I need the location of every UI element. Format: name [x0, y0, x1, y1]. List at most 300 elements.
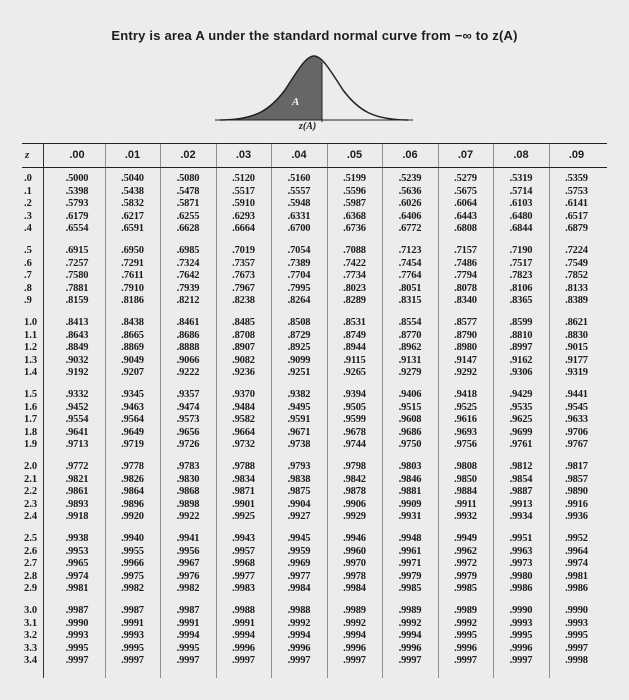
- table-row: [22, 402, 607, 413]
- probability-cell: .6772: [398, 223, 422, 235]
- probability-cell: .9994: [176, 630, 200, 642]
- probability-cell: .9977: [287, 570, 311, 582]
- probability-cell: .8264: [287, 295, 311, 307]
- probability-cell: .9965: [65, 558, 89, 570]
- probability-cell: .9778: [121, 461, 144, 472]
- probability-cell: .8980: [454, 342, 477, 354]
- z-column-header: z: [25, 149, 30, 161]
- probability-cell: .8997: [509, 342, 533, 354]
- shaded-area-region: [220, 56, 322, 120]
- probability-cell: .9997: [65, 655, 89, 667]
- table-row: [22, 186, 607, 197]
- probability-cell: .9616: [454, 414, 477, 426]
- probability-cell: .9941: [176, 533, 200, 544]
- probability-cell: .9993: [565, 617, 588, 629]
- probability-cell: .9987: [121, 605, 144, 616]
- probability-cell: .9854: [509, 473, 533, 485]
- probability-cell: .9671: [287, 426, 311, 438]
- probability-cell: .9664: [232, 426, 255, 438]
- probability-cell: .9382: [287, 389, 311, 400]
- z-value-cell: 1.9: [24, 439, 38, 451]
- probability-cell: .6026: [398, 198, 422, 210]
- probability-cell: .9842: [343, 473, 366, 485]
- probability-cell: .6179: [65, 210, 89, 222]
- probability-cell: .9706: [565, 426, 588, 438]
- probability-cell: .9896: [121, 498, 144, 510]
- probability-cell: .8907: [232, 342, 255, 354]
- probability-cell: .7291: [121, 257, 144, 269]
- probability-cell: .9985: [398, 583, 422, 595]
- probability-cell: .6879: [565, 223, 588, 235]
- probability-cell: .9884: [454, 486, 477, 498]
- probability-cell: .9986: [509, 583, 533, 595]
- probability-cell: .9920: [121, 511, 144, 523]
- probability-cell: .9909: [398, 498, 422, 510]
- probability-cell: .9049: [121, 354, 144, 366]
- z-value-cell: .7: [24, 270, 32, 282]
- probability-cell: .7995: [287, 282, 311, 294]
- probability-cell: .9973: [509, 558, 533, 570]
- probability-cell: .5753: [565, 185, 588, 197]
- probability-cell: .9732: [232, 439, 255, 451]
- probability-cell: .9599: [343, 414, 366, 426]
- column-header: .06: [402, 149, 418, 161]
- probability-cell: .5596: [343, 185, 366, 197]
- probability-cell: .9850: [454, 473, 477, 485]
- probability-cell: .9994: [343, 630, 366, 642]
- probability-cell: .9960: [343, 545, 366, 557]
- probability-cell: .9846: [398, 473, 422, 485]
- probability-cell: .5478: [176, 185, 200, 197]
- probability-cell: .9463: [121, 401, 144, 413]
- probability-cell: .9934: [509, 511, 533, 523]
- probability-cell: .9222: [176, 367, 200, 379]
- z-value-cell: .3: [24, 210, 32, 222]
- probability-cell: .9641: [65, 426, 89, 438]
- probability-cell: .7157: [454, 245, 477, 256]
- probability-cell: .9484: [232, 401, 255, 413]
- probability-cell: .6293: [232, 210, 255, 222]
- page-title: Entry is area A under the standard normal curve from −∞ to z(A): [111, 28, 518, 43]
- probability-cell: .9987: [65, 605, 89, 616]
- probability-cell: .9319: [565, 367, 588, 379]
- probability-cell: .9678: [343, 426, 366, 438]
- probability-cell: .9997: [454, 655, 477, 667]
- z-value-cell: .5: [24, 245, 32, 256]
- table-row: [22, 389, 607, 400]
- probability-cell: .5793: [65, 198, 89, 210]
- z-value-cell: .9: [24, 295, 32, 307]
- probability-cell: .9996: [398, 642, 422, 654]
- probability-cell: .6700: [287, 223, 311, 235]
- column-header: .02: [180, 149, 196, 161]
- probability-cell: .9131: [398, 354, 422, 366]
- z-value-cell: 2.4: [24, 511, 38, 523]
- probability-cell: .9970: [343, 558, 366, 570]
- probability-cell: .8888: [176, 342, 200, 354]
- probability-cell: .9959: [287, 545, 311, 557]
- probability-cell: .7910: [121, 282, 144, 294]
- probability-cell: .8665: [121, 329, 144, 341]
- table-row: [22, 245, 607, 256]
- probability-cell: .8133: [565, 282, 588, 294]
- probability-cell: .5160: [287, 173, 311, 184]
- probability-cell: .7517: [509, 257, 533, 269]
- probability-cell: .7939: [176, 282, 200, 294]
- probability-cell: .9997: [343, 655, 366, 667]
- probability-cell: .9994: [232, 630, 255, 642]
- z-value-cell: .8: [24, 282, 32, 294]
- probability-cell: .9991: [121, 617, 144, 629]
- probability-cell: .9495: [287, 401, 311, 413]
- probability-cell: .9989: [454, 605, 477, 616]
- z-value-cell: 1.6: [24, 401, 38, 413]
- probability-cell: .9986: [565, 583, 588, 595]
- probability-cell: .9099: [287, 354, 311, 366]
- probability-cell: .7224: [565, 245, 588, 256]
- column-header: .09: [568, 149, 585, 161]
- probability-cell: .9162: [509, 354, 533, 366]
- table-header-rule: [22, 167, 607, 168]
- probability-cell: .9608: [398, 414, 422, 426]
- table-row: [22, 499, 607, 510]
- probability-cell: .9984: [287, 583, 311, 595]
- probability-cell: .9989: [398, 605, 422, 616]
- probability-cell: .6554: [65, 223, 89, 235]
- probability-cell: .9961: [398, 545, 422, 557]
- probability-cell: .6664: [232, 223, 255, 235]
- probability-cell: .9015: [565, 342, 588, 354]
- probability-cell: .9032: [65, 354, 89, 366]
- z-value-cell: .6: [24, 257, 32, 269]
- probability-cell: .9817: [565, 461, 588, 472]
- probability-cell: .9953: [65, 545, 89, 557]
- probability-cell: .5948: [287, 198, 311, 210]
- probability-cell: .6141: [565, 198, 588, 210]
- probability-cell: .6217: [121, 210, 144, 222]
- probability-cell: .6331: [287, 210, 311, 222]
- table-row: [22, 511, 607, 522]
- table-row: [22, 583, 607, 594]
- probability-cell: .9881: [398, 486, 422, 498]
- probability-cell: .9812: [509, 461, 533, 472]
- probability-cell: .9887: [509, 486, 533, 498]
- probability-cell: .7823: [509, 270, 533, 282]
- probability-cell: .9686: [398, 426, 422, 438]
- table-row: [22, 270, 607, 281]
- probability-cell: .9656: [176, 426, 200, 438]
- probability-cell: .9357: [176, 389, 200, 400]
- probability-cell: .9901: [232, 498, 255, 510]
- probability-cell: .9992: [343, 617, 366, 629]
- probability-cell: .9898: [176, 498, 200, 510]
- probability-cell: .9990: [509, 605, 533, 616]
- z-value-cell: 2.7: [24, 558, 38, 570]
- table-row: [22, 546, 607, 557]
- probability-cell: .7123: [398, 245, 422, 256]
- probability-cell: .9977: [232, 570, 255, 582]
- probability-cell: .7881: [65, 282, 89, 294]
- probability-cell: .8686: [176, 329, 200, 341]
- probability-cell: .9976: [176, 570, 200, 582]
- table-row: [22, 605, 607, 616]
- probability-cell: .9997: [176, 655, 200, 667]
- probability-cell: .9875: [287, 486, 311, 498]
- probability-cell: .9995: [454, 630, 477, 642]
- probability-cell: .8212: [176, 295, 200, 307]
- probability-cell: .9974: [565, 558, 588, 570]
- probability-cell: .9943: [232, 533, 255, 544]
- probability-cell: .5040: [121, 173, 144, 184]
- z-value-cell: 2.1: [24, 473, 38, 485]
- probability-cell: .6591: [121, 223, 144, 235]
- probability-cell: .5279: [454, 173, 477, 184]
- probability-cell: .5636: [398, 185, 422, 197]
- z-value-cell: 3.2: [24, 630, 38, 642]
- probability-cell: .9890: [565, 486, 588, 498]
- probability-cell: .8708: [232, 329, 255, 341]
- z-table: [22, 143, 607, 678]
- probability-cell: .6844: [509, 223, 533, 235]
- probability-cell: .9750: [398, 439, 422, 451]
- probability-cell: .9756: [454, 439, 477, 451]
- table-row: [22, 211, 607, 222]
- probability-cell: .5239: [398, 173, 422, 184]
- probability-cell: .9962: [454, 545, 477, 557]
- probability-cell: .9306: [509, 367, 533, 379]
- z-value-cell: 3.4: [24, 655, 38, 667]
- table-row: [22, 558, 607, 569]
- table-row: [22, 486, 607, 497]
- probability-cell: .9979: [454, 570, 477, 582]
- probability-cell: .7704: [287, 270, 311, 282]
- probability-cell: .5675: [454, 185, 477, 197]
- probability-cell: .9803: [398, 461, 422, 472]
- probability-cell: .7852: [565, 270, 588, 282]
- z-value-cell: 1.8: [24, 426, 38, 438]
- probability-cell: .9995: [176, 642, 200, 654]
- probability-cell: .9808: [454, 461, 477, 472]
- table-row: [22, 643, 607, 654]
- probability-cell: .9931: [398, 511, 422, 523]
- probability-cell: .9984: [343, 583, 366, 595]
- probability-cell: .9996: [454, 642, 477, 654]
- probability-cell: .9927: [287, 511, 311, 523]
- probability-cell: .9345: [121, 389, 144, 400]
- probability-cell: .9871: [232, 486, 255, 498]
- probability-cell: .9783: [176, 461, 200, 472]
- probability-cell: .9744: [343, 439, 366, 451]
- probability-cell: .6368: [343, 210, 366, 222]
- table-row: [22, 198, 607, 209]
- probability-cell: .9990: [65, 617, 89, 629]
- probability-cell: .8554: [398, 317, 422, 328]
- probability-cell: .8389: [565, 295, 588, 307]
- table-row: [22, 414, 607, 425]
- probability-cell: .9830: [176, 473, 200, 485]
- probability-cell: .9535: [509, 401, 533, 413]
- probability-cell: .9963: [509, 545, 533, 557]
- probability-cell: .5199: [343, 173, 366, 184]
- probability-cell: .6736: [343, 223, 366, 235]
- probability-cell: .9964: [565, 545, 588, 557]
- column-header: .00: [69, 149, 85, 161]
- probability-cell: .9573: [176, 414, 200, 426]
- column-header: .07: [457, 149, 474, 161]
- z-value-cell: 1.3: [24, 354, 38, 366]
- probability-cell: .7580: [65, 270, 89, 282]
- probability-cell: .9788: [232, 461, 255, 472]
- probability-cell: .6985: [176, 245, 200, 256]
- probability-cell: .9938: [65, 533, 89, 544]
- probability-cell: .9515: [398, 401, 422, 413]
- probability-cell: .6480: [509, 210, 533, 222]
- probability-cell: .7486: [454, 257, 477, 269]
- probability-cell: .7794: [454, 270, 477, 282]
- probability-cell: .8944: [343, 342, 366, 354]
- probability-cell: .9932: [454, 511, 477, 523]
- z-value-cell: 2.3: [24, 498, 38, 510]
- probability-cell: .9995: [565, 630, 588, 642]
- z-value-cell: 3.1: [24, 617, 38, 629]
- table-row: [22, 283, 607, 294]
- probability-cell: .9911: [454, 498, 477, 510]
- probability-cell: .9936: [565, 511, 588, 523]
- probability-cell: .9975: [121, 570, 144, 582]
- probability-cell: .8962: [398, 342, 422, 354]
- z-value-cell: 1.7: [24, 414, 38, 426]
- column-header: .03: [235, 149, 252, 161]
- probability-cell: .9474: [176, 401, 200, 413]
- probability-cell: .9993: [509, 617, 533, 629]
- probability-cell: .7422: [343, 257, 366, 269]
- probability-cell: .9946: [343, 533, 366, 544]
- probability-cell: .9992: [287, 617, 311, 629]
- probability-cell: .9429: [509, 389, 533, 400]
- probability-cell: .9981: [65, 583, 89, 595]
- probability-cell: .9868: [176, 486, 200, 498]
- probability-cell: .7054: [287, 245, 311, 256]
- probability-cell: .7389: [287, 257, 311, 269]
- probability-cell: .9982: [121, 583, 144, 595]
- probability-cell: .8289: [343, 295, 366, 307]
- probability-cell: .9418: [454, 389, 477, 400]
- table-row: [22, 173, 607, 184]
- probability-cell: .9955: [121, 545, 144, 557]
- probability-cell: .9991: [176, 617, 200, 629]
- probability-cell: .9292: [454, 367, 477, 379]
- probability-cell: .8051: [398, 282, 422, 294]
- table-row: [22, 317, 607, 328]
- probability-cell: .9972: [454, 558, 477, 570]
- probability-cell: .9772: [65, 461, 89, 472]
- z-value-cell: 1.5: [24, 389, 38, 400]
- probability-cell: .6517: [565, 210, 588, 222]
- probability-cell: .8830: [565, 329, 588, 341]
- probability-cell: .6406: [398, 210, 422, 222]
- probability-cell: .8749: [343, 329, 366, 341]
- probability-cell: .9177: [565, 354, 588, 366]
- probability-cell: .9982: [176, 583, 200, 595]
- probability-cell: .8159: [65, 295, 89, 307]
- z-value-cell: .2: [24, 198, 32, 210]
- probability-cell: .9991: [232, 617, 255, 629]
- column-header: .05: [346, 149, 363, 161]
- probability-cell: .6915: [65, 245, 89, 256]
- probability-cell: .9798: [343, 461, 366, 472]
- probability-cell: .9974: [65, 570, 89, 582]
- probability-cell: .9997: [232, 655, 255, 667]
- probability-cell: .9115: [343, 354, 366, 366]
- probability-cell: .5987: [343, 198, 366, 210]
- probability-cell: .9913: [509, 498, 533, 510]
- z-value-cell: 1.4: [24, 367, 38, 379]
- probability-cell: .9719: [121, 439, 144, 451]
- z-value-cell: 2.0: [24, 461, 38, 472]
- probability-cell: .5714: [509, 185, 533, 197]
- probability-cell: .9564: [121, 414, 144, 426]
- probability-cell: .6628: [176, 223, 200, 235]
- probability-cell: .9761: [509, 439, 533, 451]
- probability-cell: .7324: [176, 257, 200, 269]
- probability-cell: .9236: [232, 367, 255, 379]
- table-top-rule: [22, 143, 607, 144]
- probability-cell: .5832: [121, 198, 144, 210]
- probability-cell: .8365: [509, 295, 533, 307]
- probability-cell: .9545: [565, 401, 588, 413]
- probability-cell: .9989: [343, 605, 366, 616]
- probability-cell: .8508: [287, 317, 311, 328]
- probability-cell: .9838: [287, 473, 311, 485]
- probability-cell: .9821: [65, 473, 89, 485]
- probability-cell: .9929: [343, 511, 366, 523]
- table-row: [22, 630, 607, 641]
- probability-cell: .9987: [176, 605, 200, 616]
- table-row: [22, 618, 607, 629]
- probability-cell: .9969: [287, 558, 311, 570]
- probability-cell: .9949: [454, 533, 477, 544]
- probability-cell: .9591: [287, 414, 311, 426]
- probability-cell: .7088: [343, 245, 366, 256]
- table-row: [22, 533, 607, 544]
- z-value-cell: 3.0: [24, 605, 38, 616]
- probability-cell: .9992: [454, 617, 477, 629]
- table-row: [22, 461, 607, 472]
- column-header: .04: [291, 149, 307, 161]
- probability-cell: .9207: [121, 367, 144, 379]
- probability-cell: .8106: [509, 282, 533, 294]
- probability-cell: .8925: [287, 342, 311, 354]
- probability-cell: .9995: [121, 642, 144, 654]
- table-row: [22, 655, 607, 666]
- probability-cell: .9693: [454, 426, 477, 438]
- probability-cell: .9916: [565, 498, 588, 510]
- z-value-cell: 1.1: [24, 329, 38, 341]
- probability-cell: .9940: [121, 533, 144, 544]
- probability-cell: .8599: [509, 317, 533, 328]
- probability-cell: .9525: [454, 401, 477, 413]
- probability-cell: .9988: [287, 605, 311, 616]
- area-a-label: A: [292, 96, 300, 108]
- table-row: [22, 342, 607, 353]
- probability-cell: .8621: [565, 317, 588, 328]
- probability-cell: .7764: [398, 270, 422, 282]
- probability-cell: .8315: [398, 295, 422, 307]
- probability-cell: .9332: [65, 389, 89, 400]
- probability-cell: .9192: [65, 367, 89, 379]
- probability-cell: .9726: [176, 439, 200, 451]
- probability-cell: .6443: [454, 210, 477, 222]
